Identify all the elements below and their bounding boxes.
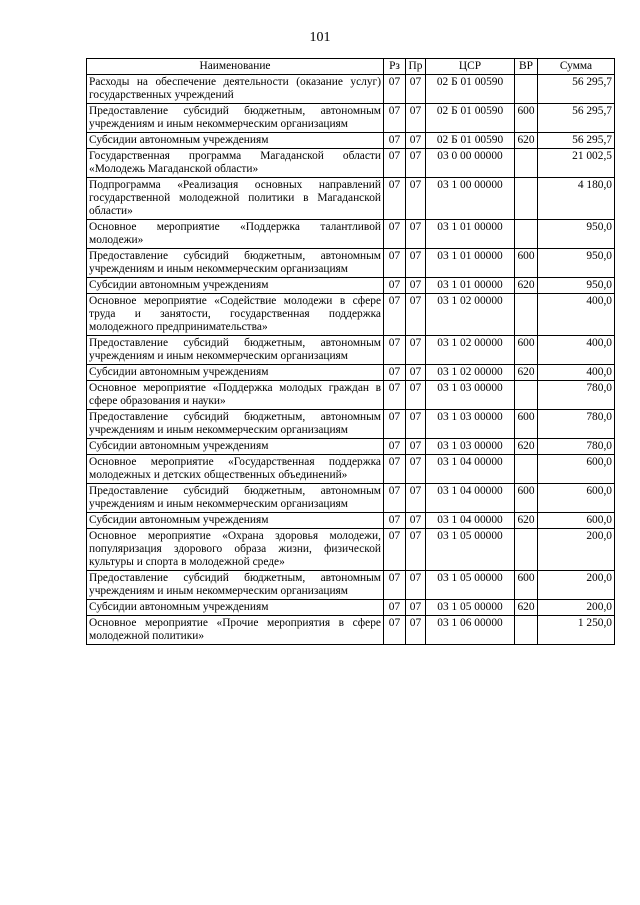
row-csr-cell: 02 Б 01 00590 <box>426 75 515 104</box>
row-rz-cell: 07 <box>384 455 406 484</box>
table-row <box>87 600 615 616</box>
row-csr-cell: 03 1 06 00000 <box>426 616 515 645</box>
row-pr-cell: 07 <box>406 133 426 149</box>
row-csr-cell: 03 1 04 00000 <box>426 513 515 529</box>
row-name-cell: Субсидии автономным учреждениям <box>87 278 384 294</box>
row-pr-cell: 07 <box>406 616 426 645</box>
table-row <box>87 439 615 455</box>
row-csr-cell: 03 1 01 00000 <box>426 278 515 294</box>
row-vr-cell <box>515 455 538 484</box>
row-rz-cell: 07 <box>384 571 406 600</box>
row-name-cell: Предоставление субсидий бюджетным, автономным учреждениям и иным некоммерческим организациям <box>87 484 384 513</box>
row-csr-cell: 03 1 03 00000 <box>426 410 515 439</box>
row-rz-cell: 07 <box>384 75 406 104</box>
row-sum-cell: 780,0 <box>538 410 615 439</box>
row-vr-cell <box>515 75 538 104</box>
row-vr-cell: 600 <box>515 104 538 133</box>
row-rz-cell: 07 <box>384 178 406 220</box>
row-sum-cell: 200,0 <box>538 571 615 600</box>
row-sum-cell: 950,0 <box>538 249 615 278</box>
table-row <box>87 484 615 513</box>
row-csr-cell: 03 1 02 00000 <box>426 365 515 381</box>
row-sum-cell: 400,0 <box>538 294 615 336</box>
row-name-cell: Основное мероприятие «Поддержка молодых граждан в сфере образования и науки» <box>87 381 384 410</box>
row-vr-cell: 600 <box>515 410 538 439</box>
row-pr-cell: 07 <box>406 294 426 336</box>
row-pr-cell: 07 <box>406 104 426 133</box>
row-pr-cell: 07 <box>406 220 426 249</box>
row-csr-cell: 03 1 04 00000 <box>426 455 515 484</box>
row-csr-cell: 03 1 01 00000 <box>426 249 515 278</box>
row-pr-cell: 07 <box>406 455 426 484</box>
row-name-cell: Подпрограмма «Реализация основных направлений государственной молодежной политики в Магаданской области» <box>87 178 384 220</box>
row-pr-cell: 07 <box>406 149 426 178</box>
table-row <box>87 513 615 529</box>
row-name-cell: Субсидии автономным учреждениям <box>87 439 384 455</box>
row-pr-cell: 07 <box>406 75 426 104</box>
row-name-cell: Субсидии автономным учреждениям <box>87 365 384 381</box>
row-sum-cell: 4 180,0 <box>538 178 615 220</box>
row-pr-cell: 07 <box>406 513 426 529</box>
row-rz-cell: 07 <box>384 104 406 133</box>
table-body <box>87 75 615 645</box>
row-sum-cell: 400,0 <box>538 336 615 365</box>
row-rz-cell: 07 <box>384 149 406 178</box>
row-vr-cell: 620 <box>515 600 538 616</box>
row-vr-cell <box>515 178 538 220</box>
row-csr-cell: 03 1 02 00000 <box>426 336 515 365</box>
row-rz-cell: 07 <box>384 410 406 439</box>
row-rz-cell: 07 <box>384 381 406 410</box>
row-csr-cell: 03 1 00 00000 <box>426 178 515 220</box>
table-row <box>87 178 615 220</box>
row-rz-cell: 07 <box>384 220 406 249</box>
row-pr-cell: 07 <box>406 178 426 220</box>
page-number: 101 <box>309 30 331 45</box>
row-pr-cell: 07 <box>406 439 426 455</box>
row-csr-cell: 03 1 05 00000 <box>426 529 515 571</box>
row-rz-cell: 07 <box>384 616 406 645</box>
row-rz-cell: 07 <box>384 529 406 571</box>
table-header-row <box>87 59 615 75</box>
row-sum-cell: 600,0 <box>538 484 615 513</box>
row-rz-cell: 07 <box>384 600 406 616</box>
table-row <box>87 249 615 278</box>
table-row <box>87 336 615 365</box>
row-csr-cell: 03 1 03 00000 <box>426 439 515 455</box>
row-pr-cell: 07 <box>406 410 426 439</box>
table-row <box>87 133 615 149</box>
row-name-cell: Предоставление субсидий бюджетным, автономным учреждениям и иным некоммерческим организациям <box>87 249 384 278</box>
table-row <box>87 410 615 439</box>
row-sum-cell: 56 295,7 <box>538 104 615 133</box>
table-row <box>87 529 615 571</box>
table-row <box>87 149 615 178</box>
row-pr-cell: 07 <box>406 336 426 365</box>
row-name-cell: Предоставление субсидий бюджетным, автономным учреждениям и иным некоммерческим организациям <box>87 336 384 365</box>
row-name-cell: Основное мероприятие «Поддержка талантливой молодежи» <box>87 220 384 249</box>
row-vr-cell: 600 <box>515 484 538 513</box>
header-sum: Сумма <box>538 59 615 75</box>
row-pr-cell: 07 <box>406 484 426 513</box>
row-csr-cell: 03 1 03 00000 <box>426 381 515 410</box>
row-name-cell: Предоставление субсидий бюджетным, автономным учреждениям и иным некоммерческим организациям <box>87 104 384 133</box>
row-sum-cell: 600,0 <box>538 513 615 529</box>
row-name-cell: Основное мероприятие «Охрана здоровья молодежи, популяризация здорового образа жизни, физической культуры и спорта в молодежной среде» <box>87 529 384 571</box>
table-row <box>87 294 615 336</box>
row-rz-cell: 07 <box>384 278 406 294</box>
table-row <box>87 571 615 600</box>
row-vr-cell: 600 <box>515 571 538 600</box>
row-vr-cell <box>515 220 538 249</box>
row-sum-cell: 21 002,5 <box>538 149 615 178</box>
row-csr-cell: 03 1 02 00000 <box>426 294 515 336</box>
row-vr-cell: 620 <box>515 365 538 381</box>
row-name-cell: Предоставление субсидий бюджетным, автономным учреждениям и иным некоммерческим организациям <box>87 571 384 600</box>
row-rz-cell: 07 <box>384 133 406 149</box>
row-pr-cell: 07 <box>406 365 426 381</box>
row-vr-cell: 620 <box>515 439 538 455</box>
table-row <box>87 455 615 484</box>
row-vr-cell: 620 <box>515 513 538 529</box>
budget-table <box>86 58 615 645</box>
row-sum-cell: 56 295,7 <box>538 75 615 104</box>
row-vr-cell <box>515 529 538 571</box>
row-pr-cell: 07 <box>406 381 426 410</box>
row-name-cell: Субсидии автономным учреждениям <box>87 133 384 149</box>
row-csr-cell: 03 1 04 00000 <box>426 484 515 513</box>
row-sum-cell: 200,0 <box>538 600 615 616</box>
row-sum-cell: 780,0 <box>538 381 615 410</box>
row-pr-cell: 07 <box>406 529 426 571</box>
table-row <box>87 381 615 410</box>
header-rz: Рз <box>384 59 406 75</box>
row-rz-cell: 07 <box>384 439 406 455</box>
row-sum-cell: 780,0 <box>538 439 615 455</box>
row-csr-cell: 02 Б 01 00590 <box>426 104 515 133</box>
row-name-cell: Предоставление субсидий бюджетным, автономным учреждениям и иным некоммерческим организациям <box>87 410 384 439</box>
row-vr-cell: 620 <box>515 278 538 294</box>
row-rz-cell: 07 <box>384 484 406 513</box>
header-pr: Пр <box>406 59 426 75</box>
row-sum-cell: 400,0 <box>538 365 615 381</box>
row-pr-cell: 07 <box>406 278 426 294</box>
row-csr-cell: 03 1 05 00000 <box>426 600 515 616</box>
row-name-cell: Субсидии автономным учреждениям <box>87 600 384 616</box>
row-name-cell: Расходы на обеспечение деятельности (оказание услуг) государственных учреждений <box>87 75 384 104</box>
table-row <box>87 75 615 104</box>
row-vr-cell: 600 <box>515 336 538 365</box>
table-row <box>87 278 615 294</box>
row-pr-cell: 07 <box>406 600 426 616</box>
row-name-cell: Государственная программа Магаданской области «Молодежь Магаданской области» <box>87 149 384 178</box>
row-sum-cell: 600,0 <box>538 455 615 484</box>
row-sum-cell: 56 295,7 <box>538 133 615 149</box>
header-name: Наименование <box>87 59 384 75</box>
row-name-cell: Основное мероприятие «Государственная поддержка молодежных и детских общественных объединений» <box>87 455 384 484</box>
header-vr: ВР <box>515 59 538 75</box>
row-name-cell: Субсидии автономным учреждениям <box>87 513 384 529</box>
table-row <box>87 365 615 381</box>
row-vr-cell <box>515 294 538 336</box>
row-vr-cell: 600 <box>515 249 538 278</box>
row-rz-cell: 07 <box>384 365 406 381</box>
row-sum-cell: 950,0 <box>538 220 615 249</box>
row-pr-cell: 07 <box>406 249 426 278</box>
row-vr-cell <box>515 149 538 178</box>
row-rz-cell: 07 <box>384 336 406 365</box>
row-rz-cell: 07 <box>384 249 406 278</box>
row-rz-cell: 07 <box>384 513 406 529</box>
row-name-cell: Основное мероприятие «Прочие мероприятия в сфере молодежной политики» <box>87 616 384 645</box>
table-row <box>87 104 615 133</box>
row-vr-cell: 620 <box>515 133 538 149</box>
table-row <box>87 616 615 645</box>
row-sum-cell: 950,0 <box>538 278 615 294</box>
row-csr-cell: 03 0 00 00000 <box>426 149 515 178</box>
row-csr-cell: 03 1 01 00000 <box>426 220 515 249</box>
row-pr-cell: 07 <box>406 571 426 600</box>
table-row <box>87 220 615 249</box>
row-csr-cell: 03 1 05 00000 <box>426 571 515 600</box>
row-csr-cell: 02 Б 01 00590 <box>426 133 515 149</box>
header-csr: ЦСР <box>426 59 515 75</box>
row-name-cell: Основное мероприятие «Содействие молодежи в сфере труда и занятости, государственная поддержка молодежного предпринимательства» <box>87 294 384 336</box>
row-vr-cell <box>515 381 538 410</box>
row-vr-cell <box>515 616 538 645</box>
row-sum-cell: 1 250,0 <box>538 616 615 645</box>
row-rz-cell: 07 <box>384 294 406 336</box>
row-sum-cell: 200,0 <box>538 529 615 571</box>
